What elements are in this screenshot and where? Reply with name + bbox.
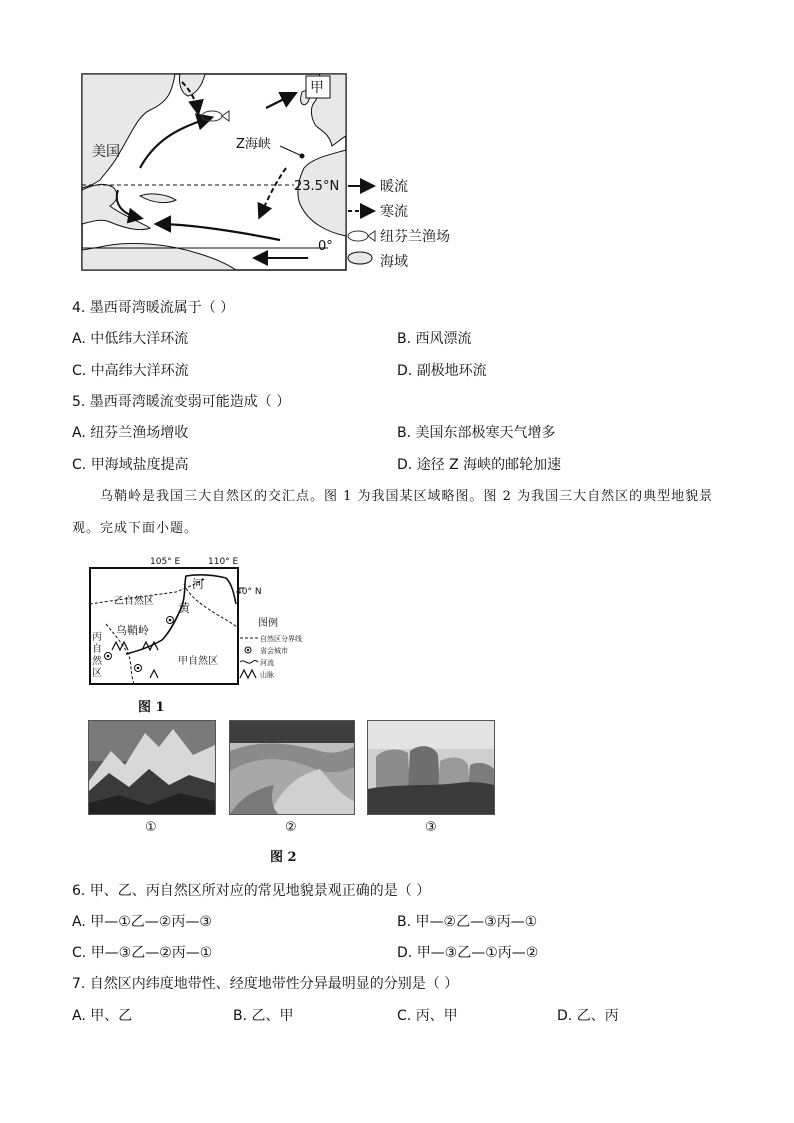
figure1-map bbox=[86, 554, 302, 686]
option-text: 西风漂流 bbox=[415, 331, 472, 347]
ocean-current-map bbox=[80, 72, 480, 272]
option-letter: A. bbox=[72, 331, 86, 347]
legend-city-label: 省会城市 bbox=[260, 647, 288, 655]
label-wushaoling: 乌鞘岭 bbox=[116, 624, 149, 637]
label-jia: 甲 bbox=[310, 80, 324, 96]
q5-option-b[interactable] bbox=[397, 422, 556, 442]
label-zone-bing-2: 自 bbox=[92, 644, 102, 655]
option-text: 美国东部极寒天气增多 bbox=[415, 425, 556, 441]
option-text: 纽芬兰渔场增收 bbox=[90, 425, 189, 441]
q4-stem: 4. 墨西哥湾暖流属于（ ） bbox=[72, 300, 235, 316]
option-text: 中高纬大洋环流 bbox=[90, 363, 189, 379]
photo-label-1: ① bbox=[145, 820, 157, 835]
option-letter: D. bbox=[397, 363, 413, 379]
legend-fishery-label: 纽芬兰渔场 bbox=[380, 229, 450, 245]
option-letter: C. bbox=[72, 457, 87, 473]
q5-option-a[interactable] bbox=[72, 422, 188, 442]
legend-cold-label: 寒流 bbox=[380, 204, 408, 220]
q6-option-c[interactable] bbox=[72, 942, 212, 962]
figure2-caption: 图 2 bbox=[270, 850, 297, 865]
photo-label-3: ③ bbox=[425, 820, 437, 835]
label-zone-bing-3: 然 bbox=[92, 656, 102, 667]
strait-dot bbox=[300, 154, 305, 159]
option-letter: B. bbox=[397, 425, 412, 441]
option-letter: D. bbox=[397, 945, 413, 961]
q5-option-d[interactable] bbox=[397, 454, 561, 474]
passage-line-2: 观。完成下面小题。 bbox=[72, 521, 199, 536]
mountain-legend-icon bbox=[240, 670, 256, 678]
option-letter: B. bbox=[397, 914, 412, 930]
option-text: 乙、甲 bbox=[251, 1008, 294, 1024]
photo-label-2: ② bbox=[285, 820, 297, 835]
legend-sea-label: 海域 bbox=[380, 254, 408, 270]
q6-option-a[interactable] bbox=[72, 911, 212, 931]
option-letter: B. bbox=[397, 331, 412, 347]
option-letter: A. bbox=[72, 914, 86, 930]
label-river-he: 河 bbox=[192, 577, 205, 591]
q6-stem: 6. 甲、乙、丙自然区所对应的常见地貌景观正确的是（ ） bbox=[72, 883, 431, 899]
option-letter: C. bbox=[72, 363, 87, 379]
option-letter: A. bbox=[72, 425, 86, 441]
q5-stem: 5. 墨西哥湾暖流变弱可能造成（ ） bbox=[72, 394, 291, 410]
label-lon-110: 110° E bbox=[208, 557, 239, 567]
snow-mountain-photo bbox=[88, 720, 216, 815]
q7-option-c[interactable] bbox=[397, 1005, 458, 1025]
river-legend-icon bbox=[240, 661, 258, 664]
option-text: 甲—③乙—②丙—① bbox=[90, 945, 213, 961]
label-lat-40: 40° N bbox=[236, 587, 262, 597]
option-text: 中低纬大洋环流 bbox=[90, 331, 189, 347]
option-text: 甲—②乙—③丙—① bbox=[415, 914, 538, 930]
label-zone-yi: 乙自然区 bbox=[114, 596, 154, 607]
option-text: 乙、丙 bbox=[576, 1008, 619, 1024]
q6-option-b[interactable] bbox=[397, 911, 537, 931]
q4-option-d[interactable] bbox=[397, 360, 487, 380]
option-letter: D. bbox=[557, 1008, 573, 1024]
city-legend-icon bbox=[245, 647, 251, 653]
legend-mountain-label: 山脉 bbox=[260, 671, 274, 679]
sea-area-icon bbox=[348, 252, 372, 264]
q7-option-b[interactable] bbox=[233, 1005, 294, 1025]
legend-warm-label: 暖流 bbox=[380, 179, 408, 195]
option-letter: C. bbox=[397, 1008, 412, 1024]
q4-option-b[interactable] bbox=[397, 328, 472, 348]
option-text: 丙、甲 bbox=[415, 1008, 458, 1024]
q4-option-c[interactable] bbox=[72, 360, 189, 380]
label-zone-jia: 甲自然区 bbox=[178, 656, 218, 667]
passage-line-1: 乌鞘岭是我国三大自然区的交汇点。图 1 为我国某区域略图。图 2 为我国三大自然区的典型地貌景 bbox=[100, 489, 714, 504]
figure1-caption: 图 1 bbox=[138, 700, 165, 715]
label-zone-bing-4: 区 bbox=[92, 668, 102, 679]
q7-option-d[interactable] bbox=[557, 1005, 619, 1025]
legend-title: 图例 bbox=[258, 618, 278, 629]
label-tropic: 23.5°N bbox=[294, 179, 340, 194]
fish-icon bbox=[348, 231, 375, 241]
label-lon-105: 105° E bbox=[150, 557, 181, 567]
map-legend bbox=[348, 178, 450, 270]
option-text: 甲、乙 bbox=[90, 1008, 133, 1024]
option-letter: C. bbox=[72, 945, 87, 961]
option-text: 甲—③乙—①丙—② bbox=[416, 945, 539, 961]
figure1-legend bbox=[240, 616, 302, 679]
option-letter: D. bbox=[397, 457, 413, 473]
label-river-huang: 黄 bbox=[178, 601, 191, 615]
legend-river-label: 河流 bbox=[260, 659, 274, 667]
option-text: 副极地环流 bbox=[416, 363, 487, 379]
q7-option-a[interactable] bbox=[72, 1005, 132, 1025]
q6-option-d[interactable] bbox=[397, 942, 538, 962]
q5-option-c[interactable] bbox=[72, 454, 189, 474]
desert-dunes-photo bbox=[229, 720, 355, 815]
label-equator: 0° bbox=[318, 239, 333, 254]
label-usa: 美国 bbox=[92, 144, 120, 160]
label-strait: Z海峡 bbox=[236, 137, 271, 152]
option-letter: A. bbox=[72, 1008, 86, 1024]
q7-stem: 7. 自然区内纬度地带性、经度地带性分异最明显的分别是（ ） bbox=[72, 976, 459, 992]
danxia-landform-photo bbox=[367, 720, 495, 815]
label-zone-bing-1: 丙 bbox=[92, 632, 102, 643]
option-text: 途径 Z 海峡的邮轮加速 bbox=[416, 457, 562, 473]
q4-option-a[interactable] bbox=[72, 328, 188, 348]
option-text: 甲—①乙—②丙—③ bbox=[90, 914, 212, 930]
legend-boundary-label: 自然区分界线 bbox=[260, 635, 302, 643]
option-text: 甲海域盐度提高 bbox=[90, 457, 189, 473]
option-letter: B. bbox=[233, 1008, 248, 1024]
